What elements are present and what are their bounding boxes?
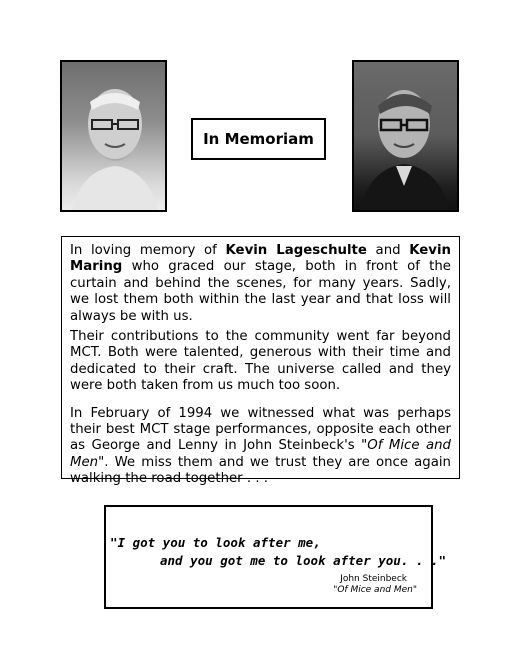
page-title: In Memoriam bbox=[191, 118, 326, 160]
name-kevin-maring: Kevin Maring bbox=[70, 243, 451, 275]
kevin-maring-photo bbox=[352, 60, 459, 212]
quote-source: "Of Mice and Men" bbox=[333, 585, 417, 595]
memorial-paragraph-1: In loving memory of Kevin Lageschulte and Kevin Maring who graced our stage, both in front of the curtain and behind the scenes, for many years. Sadly, we lost them both within the last year and that loss will always be with us. bbox=[70, 243, 451, 324]
kevin-lageschulte-photo bbox=[60, 60, 167, 212]
quote-box bbox=[104, 505, 446, 609]
play-title: Of Mice and Men bbox=[70, 438, 451, 470]
memorial-text-box bbox=[61, 236, 460, 487]
memorial-paragraph-3: In February of 1994 we witnessed what was perhaps their best MCT stage performances, opposite each other as George and Lenny in John Steinbeck's "Of Mice and Men". We miss them and we trust they are once again walking the road together . . . bbox=[70, 405, 451, 487]
memorial-paragraph-2: Their contributions to the community went far beyond MCT. Both were talented, generous with their time and dedicated to their craft. The universe called and they were both taken from us much too soon. bbox=[70, 329, 451, 394]
quote-author: John Steinbeck bbox=[340, 574, 407, 584]
name-kevin-lageschulte: Kevin Lageschulte bbox=[225, 243, 367, 258]
quote-line-1: "I got you to look after me, bbox=[110, 535, 321, 550]
quote-line-2: and you got me to look after you. . ." bbox=[160, 553, 446, 568]
